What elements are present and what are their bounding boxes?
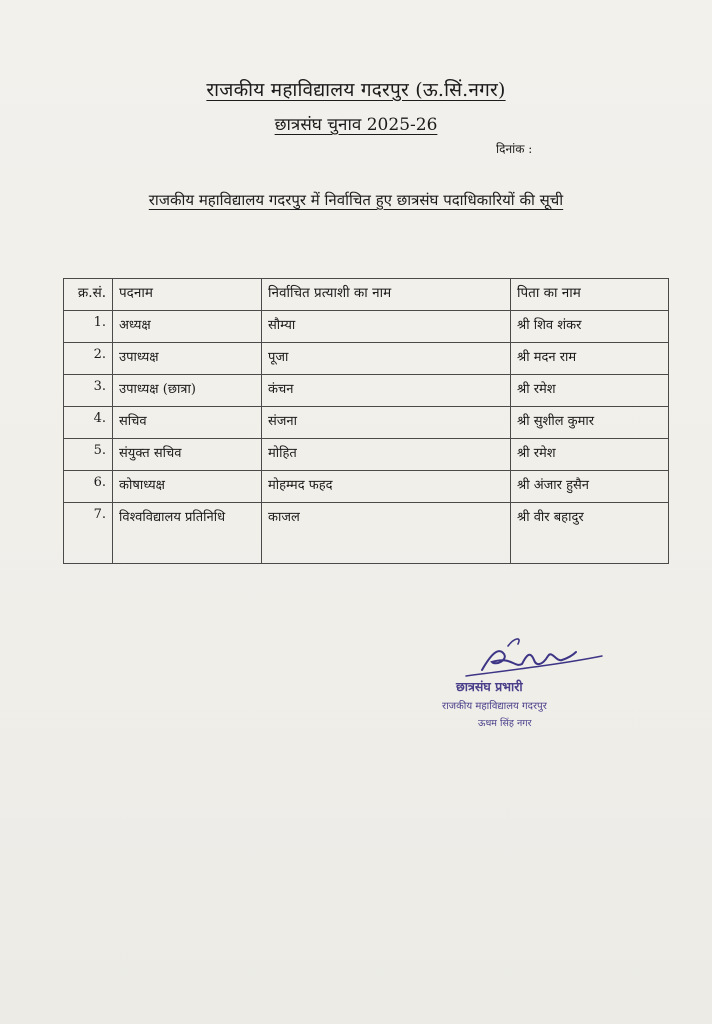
table-row (64, 471, 669, 503)
cell-name: संजना (262, 407, 511, 439)
header-post: पदनाम (113, 279, 262, 311)
cell-father: श्री अंजार हुसैन (511, 471, 669, 503)
cell-father: श्री रमेश (511, 375, 669, 407)
cell-name: पूजा (262, 343, 511, 375)
cell-name: मोहम्मद फहद (262, 471, 511, 503)
table-row (64, 375, 669, 407)
election-subtitle: छात्रसंघ चुनाव 2025-26 (274, 115, 438, 135)
cell-post: उपाध्यक्ष (113, 343, 262, 375)
cell-name: काजल (262, 503, 511, 564)
cell-father: श्री शिव शंकर (511, 311, 669, 343)
table-row (64, 503, 669, 564)
cell-name: कंचन (262, 375, 511, 407)
header-name: निर्वाचित प्रत्याशी का नाम (262, 279, 511, 311)
table-row (64, 343, 669, 375)
cell-post: अध्यक्ष (113, 311, 262, 343)
officers-table (63, 278, 669, 564)
cell-name: मोहित (262, 439, 511, 471)
table-row (64, 407, 669, 439)
cell-post: कोषाध्यक्ष (113, 471, 262, 503)
table-row (64, 311, 669, 343)
cell-post: विश्वविद्यालय प्रतिनिधि (113, 503, 262, 564)
handwritten-signature (452, 626, 612, 686)
cell-father: श्री रमेश (511, 439, 669, 471)
college-title: राजकीय महाविद्यालय गदरपुर (ऊ.सिं.नगर) (206, 79, 506, 101)
table-header-row (64, 279, 669, 311)
cell-post: उपाध्यक्ष (छात्रा) (113, 375, 262, 407)
cell-father: श्री वीर बहादुर (511, 503, 669, 564)
cell-father: श्री सुशील कुमार (511, 407, 669, 439)
cell-post: संयुक्त सचिव (113, 439, 262, 471)
cell-name: सौम्या (262, 311, 511, 343)
cell-sn: 3. (64, 375, 113, 407)
header-sn: क्र.सं. (64, 279, 113, 311)
stamp-district: ऊधम सिंह नगर (478, 718, 532, 729)
stamp-designation: छात्रसंघ प्रभारी (456, 679, 523, 694)
stamp-college: राजकीय महाविद्यालय गदरपुर (442, 701, 547, 712)
table-row (64, 439, 669, 471)
cell-sn: 5. (64, 439, 113, 471)
cell-sn: 4. (64, 407, 113, 439)
cell-father: श्री मदन राम (511, 343, 669, 375)
cell-post: सचिव (113, 407, 262, 439)
header-father: पिता का नाम (511, 279, 669, 311)
cell-sn: 1. (64, 311, 113, 343)
cell-sn: 7. (64, 503, 113, 564)
official-stamp (432, 678, 612, 729)
cell-sn: 2. (64, 343, 113, 375)
list-heading: राजकीय महाविद्यालय गदरपुर में निर्वाचित हुए छात्रसंघ पदाधिकारियों की सूची (148, 191, 564, 209)
cell-sn: 6. (64, 471, 113, 503)
date-label: दिनांक : (496, 142, 533, 156)
